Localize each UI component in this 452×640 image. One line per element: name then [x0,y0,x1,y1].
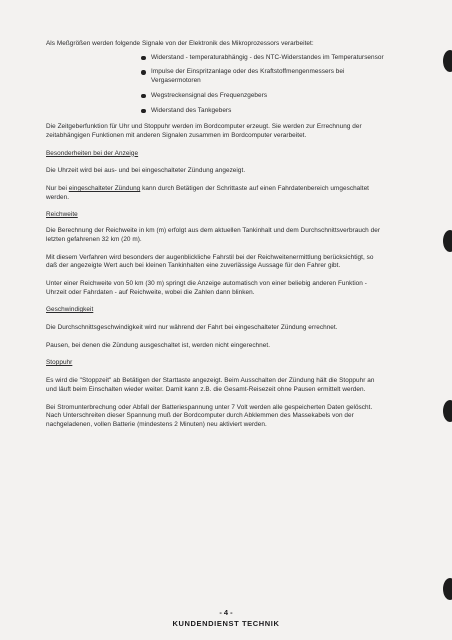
binder-hole [443,578,452,600]
text-fragment: kann durch Betätigen der Schrittaste auf einen Fahrdatenbereich umgeschaltet werden. [46,185,370,201]
signal-list [46,54,386,116]
footer-title: KUNDENDIENST TECHNIK [172,619,280,628]
schrittaste-paragraph [46,185,386,202]
document-body [46,40,386,430]
list-item-text: Impulse der Einspritzanlage oder des Kraftstoffmengenmessers bei Vergasermotoren [151,68,345,85]
list-item-text: Widerstand des Tankgebers [151,106,232,114]
geschwindigkeit-paragraph-1: Die Durchschnittsgeschwindigkeit wird nur während der Fahrt bei eingeschalteter Zündung errechnet. [46,324,338,332]
reichweite-paragraph-1: Die Berechnung der Reichweite in km (m) erfolgt aus dem aktuellen Tankinhalt und dem Durchschnittsverbrauch der letzten gefahrenen 32 km (20 m). [46,227,381,243]
section-heading-anzeige: Besonderheiten bei der Anzeige [46,149,139,157]
binder-hole [443,50,452,72]
binder-hole [443,400,452,422]
bullet-icon [141,56,146,61]
geschwindigkeit-paragraph-2: Pausen, bei denen die Zündung ausgeschaltet ist, werden nicht eingerechnet. [46,341,271,349]
underlined-text: eingeschalteter Zündung [68,185,141,193]
list-item [141,92,386,101]
zeitgeber-paragraph: Die Zeitgeberfunktion für Uhr und Stoppuhr werden im Bordcomputer erzeugt. Sie werden zur Errechnung der zeitabhängigen Funktionen mit anderen Signalen zusammen im Bordcomputer verarbeitet. [46,123,362,139]
list-item [141,54,386,63]
bullet-icon [141,70,146,75]
section-heading-stoppuhr: Stoppuhr [46,359,73,367]
reichweite-paragraph-2: Mit diesem Verfahren wird besonders der augenblickliche Fahrstil bei der Reichweitenermittlung berücksichtigt, so daß der angezeigte Wert auch bei kleinen Tankinhalten eine zuverlässige Aussage für den Fahrer gibt. [46,253,374,270]
list-item [141,107,386,116]
page-number: - 4 - [219,608,233,617]
list-item-text: Wegstreckensignal des Frequenzgebers [151,91,268,99]
section-heading-geschwindigkeit: Geschwindigkeit [46,306,94,314]
stoppuhr-paragraph-2: Bei Stromunterbrechung oder Abfall der Batteriespannung unter 7 Volt werden alle gespeicherten Daten gelöscht. Nach Unterschreiten dieser Spannung muß der Bordcomputer durch Abklemmen des Massekabels von der nachgeladenen, vollen Batterie (mindestens 2 Minuten) neu aktiviert werden. [46,403,373,428]
uhrzeit-paragraph: Die Uhrzeit wird bei aus- und bei eingeschalteter Zündung angezeigt. [46,167,246,175]
intro-paragraph: Als Meßgrößen werden folgende Signale von der Elektronik des Mikroprozessors verarbeitet: [46,40,314,47]
text-fragment: Nur bei [46,185,69,193]
bullet-icon [141,94,146,99]
binder-hole [443,230,452,252]
reichweite-paragraph-3: Unter einer Reichweite von 50 km (30 m) springt die Anzeige automatisch von einer beliebig anderen Funktion - Uhrzeit oder Fahrdaten - auf Reichweite, wobei die Zahlen dann blinken. [46,279,367,296]
stoppuhr-paragraph-1: Es wird die "Stoppzeit" ab Betätigen der Starttaste angezeigt. Beim Ausschalten der Zündung hält die Stoppuhr an und läuft beim Einschalten wieder weiter. Damit kann z.B. die Gesamt-Reisezeit ohne Pausen ermittelt werden. [46,377,375,393]
list-item-text: Widerstand - temperaturabhängig - des NTC-Widerstandes im Temperatursensor [151,53,384,61]
bullet-icon [141,109,146,114]
section-heading-reichweite: Reichweite [46,211,78,219]
list-item [141,68,386,85]
